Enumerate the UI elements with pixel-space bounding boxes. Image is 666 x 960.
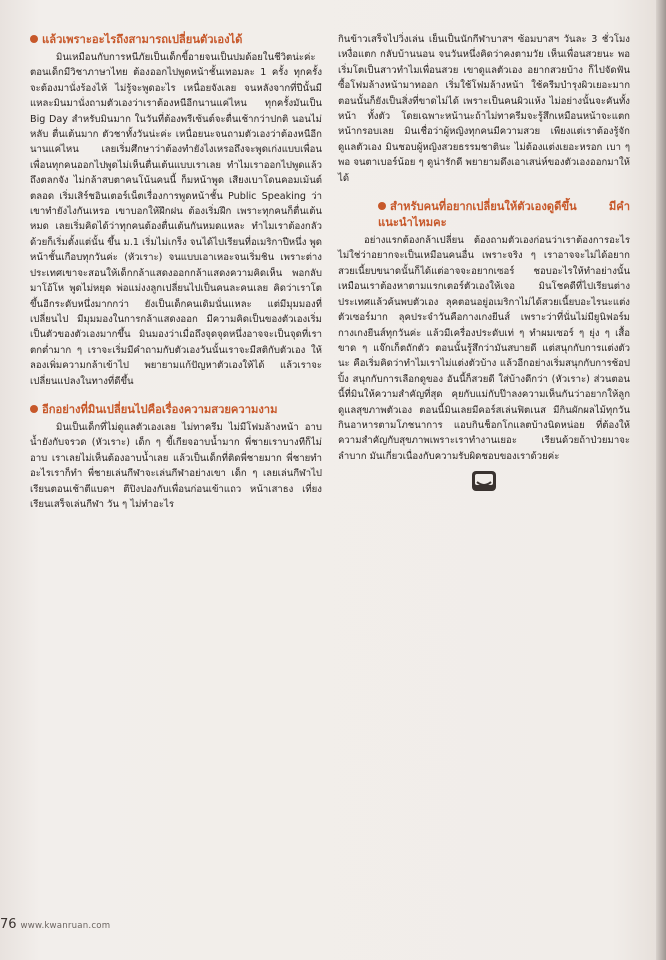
page-footer bbox=[0, 917, 110, 933]
section2-continued-paragraph: กินข้าวเสร็จไปวิ่งเล่น เย็นเป็นนักกีฬาบาสฯ ซ้อมบาสฯ วันละ 3 ชั่วโมง เหงื่อแตก กลับบ้านนอน จนวันหนึ่งคิดว่าคงตามวัย เห็นเพื่อนสวยนะ พอเริ่มโตเป็นสาวทำไมเพื่อนสวย เขาดูแลตัวเอง อยากสวยบ้าง ก็ไปจัดฟัน ซื้อโฟมล้างหน้ามาทออก เริ่มใช้โฟมล้างหน้า ใช้ครีมบำรุงผิวเยอะมาก ตอนนั้นก็ยังเป็นสิ่งที่ขาดไม่ได้ เพราะเป็นคนผิวแห้ง ไม่อย่างนั้นจะคันทั้งหน้า ทั้งตัว โดยเฉพาะหน้านะถ้าไม่ทาครีมจะรู้สึกเหมือนหน้าจะแตก หน้ากรอบเลย มินเชื่อว่าผู้หญิงทุกคนมีความสวย เพียงแต่เราต้องรู้จักดูแลตัวเอง มินชอบผู้หญิงสวยธรรมชาตินะ ไม่ต้องแต่งเยอะหรอก เบา ๆ พอ จนตาเบอร์น้อย ๆ ดูน่ารักดี พยายามดึงเอาเสน่ห์ของตัวเองออกมาให้ได้ bbox=[338, 34, 630, 184]
left-column bbox=[30, 32, 322, 515]
page-number: 76 bbox=[0, 917, 17, 932]
magazine-end-mark-icon bbox=[471, 470, 497, 492]
section-gap bbox=[30, 392, 322, 402]
section1-heading-text: แล้วเพราะอะไรถึงสามารถเปลี่ยนตัวเองได้ bbox=[42, 33, 243, 46]
section2-heading bbox=[30, 402, 322, 418]
heading-bullet-icon bbox=[30, 35, 38, 43]
heading-bullet-icon bbox=[378, 202, 386, 210]
page-spine-shadow bbox=[656, 0, 666, 960]
heading-bullet-icon bbox=[30, 405, 38, 413]
section3-heading-text: สำหรับคนที่อยากเปลี่ยนให้ตัวเองดูดีขึ้น มีคำแนะนำไหมคะ bbox=[378, 200, 630, 230]
section-gap bbox=[338, 189, 630, 199]
section3-paragraph: อย่างแรกต้องกล้าเปลี่ยน ต้องถามตัวเองก่อนว่าเราต้องการอะไร ไม่ใช่ว่าอยากจะเป็นเหมือนคนอื่น เพราะจริง ๆ เราอาจจะไม่ได้อยากสวยเนี้ยบขนาดนั้นก็ได้แต่อาจจะอยากเซอร์ ชอบอะไรให้ทำอย่างนั้น เหมือนเราต้องหาตามแรกเตอร์ตัวเองให้เจอ มินโชคดีที่ไปเรียนต่างประเทศแล้วค้นพบตัวเอง ลุคตอนอยู่อเมริกาไม่ได้สวยเนี้ยบอะไรนะแต่งตัวเซอร์มาก ลุคประจำวันคือกางเกงยีนส์ เพราะว่าที่นั่นไม่มียูนิฟอร์ม กางเกงยีนส์ทุกวันค่ะ แล้วมีเครื่องประดับเท่ ๆ ทำผมเซอร์ ๆ ยุ่ง ๆ เสื้อขาด ๆ แจ๊กเก็ตถักตัว ตอนนั้นรู้สึกว่ามันสบายดี แต่สนุกกับการแต่งตัวนะ คือเริ่มคิดว่าทำไมเราไม่แต่งตัวบ้าง แล้วอีกอย่างเริ่มสนุกกับการช้อปปิ้ง สนุกกับการเลือกดูของ อันนี้ก็สวยดี ใส่บ้างดีกว่า (หัวเราะ) ส่วนตอนนี้ที่มินให้ความสำคัญที่สุด คุยกับแม่กับป๊าลงความเห็นกันว่าอยากให้ลูกดูแลสุขภาพตัวเอง ตอนนี้มินเลยมีคอร์สเล่นฟิตเนส มีกินผักผลไม้ทุกวัน กินอาหารตามโภชนาการ แอบกินช็อกโกแลตบ้างนิดหน่อย ที่ต้องให้ความสำคัญกับสุขภาพเพราะเราทำงานเยอะ เรียนด้วยถ้าป่วยมาจะลำบาก มันเกี่ยวเนื่องกับความรับผิดชอบของเราด้วยค่ะ bbox=[338, 235, 630, 462]
section1-heading bbox=[30, 32, 322, 48]
section1-paragraph: มินเหมือนกับการหนีภัยเป็นเด็กขี้อายจนเป็นปมด้อยในชีวิตน่ะค่ะ ตอนเด็กมีวิชาภาษาไทย ต้องออกไปพูดหน้าชั้นเทอมละ 1 ครั้ง ทุกครั้งจะต้องมานั่งร้องไห้ ไม่รู้จะพูดอะไร เหนื่อยจังเลย จนหลังจากที่ปีนั้นมีแหละมินมานั่งถามตัวเองว่าเราต้องหนีอีกนานแค่ไหน ทุกครั้งมันเป็น Big Day สำหรับมินมาก ในวันที่ต้องพรีเซ้นต์จะตื่นเช้ากว่าปกติ นอนไม่หลับ ตื่นเต้นมาก ตัวชาทั้งวันน่ะค่ะ เหนื่อยนะจนถามตัวเองว่าต้องหนีอีกนานแค่ไหน เลยเริ่มศึกษาว่าต้องทำยังไงเหรอถึงจะพูดเก่งแบบเพื่อน เพื่อนทุกคนออกไปพูดไม่เห็นตื่นเต้นแบบเราเลย ทำไมเราออกไปพูดแล้วถึงตลกจัง ไม่กล้าสบตาคนโน้นคนนี้ ก็มหน้าพูด เสียงเบาโดนคอมเม้นต์ตลอด เริ่มเสิร์ชอินเตอร์เน็ตเรื่องการพูดหน้าชั้น Public Speaking ว่าเขาทำยังไงกันเหรอ เขาบอกให้ฝึกฝน ต้องเริ่มฝึก เพราะทุกคนก็ตื่นเต้นหมด เลยเริ่มคิดได้ว่าทุกคนต้องตื่นเต้นกันหมดแหละ ทำไมเราต้องกลัวด้วยก็เริ่มตั้งแต่นั้น ขึ้น ม.1 เริ่มไม่เกร็ง จนได้ไปเรียนที่อเมริกาปีหนึ่ง พูดหน้าชั้นเกือบทุกวันค่ะ (หัวเราะ) จนแบบเอาเหอะจนเริ่มชิน เพราะต่างประเทศเขาจะสอนให้เด็กกล้าแสดงออกกล้าแสดงความคิดเห็น พอกลับมาโอ้โห พูดไม่หยุด พ่อแม่งงลูกเปลี่ยนไปเป็นคนละคนเลย คิดว่าเราโตขึ้นอีกระดับหนึ่งมากกว่า ยังเป็นเด็กคนเดิมนั่นแหละ แต่มีมุมมองที่เปลี่ยนไป มีมุมมองในการกล้าแสดงออก มีความคิดเป็นของตัวเองเริ่มเป็นตัวของตัวเองมากขึ้น มินมองว่าเมื่อถึงจุดจุดหนึ่งอาจจะเป็นจุดที่เราตกต่ำมาก ๆ เราจะเริ่มมีคำถามกับตัวเองวันนั้นเราจะมีสติกับตัวเอง ให้ลองเพิ่มความกล้าเข้าไป พยายามแก้ปัญหาตัวเองให้ได้ แล้วเราจะเปลี่ยนแปลงในทางที่ดีขึ้น bbox=[30, 52, 322, 387]
section2-heading-text: อีกอย่างที่มินเปลี่ยนไปคือเรื่องความสวยความงาม bbox=[42, 402, 278, 416]
section2-paragraph: มินเป็นเด็กที่ไม่ดูแลตัวเองเลย ไม่ทาครีม ไม่มีโฟมล้างหน้า อาบน้ำยังกับจรวด (หัวเราะ) เด็ก ๆ ขี้เกียจอาบน้ำมาก พี่ชายเราบางทีก็ไม่อาบ เราเลยไม่เห็นต้องอาบน้ำเลย แล้วเป็นเด็กที่ติดพี่ชายมาก พี่ชายทำอะไรเราก็ทำ พี่ชายเล่นกีฬาจะเล่นกีฬาอย่างเขา เด็ก ๆ เลยเล่นกีฬาไปเรียนตอนเช้าตีแบดฯ ตีปิงปองกับเพื่อนก่อนเข้าแถว หน้าเสาธง เที่ยงเรียนเสร็จเล่นกีฬา วัน ๆ ไม่ทำอะไร bbox=[30, 421, 322, 510]
section3-heading bbox=[338, 199, 630, 231]
footer-website: www.kwanruan.com bbox=[20, 921, 111, 931]
right-column bbox=[338, 32, 630, 492]
